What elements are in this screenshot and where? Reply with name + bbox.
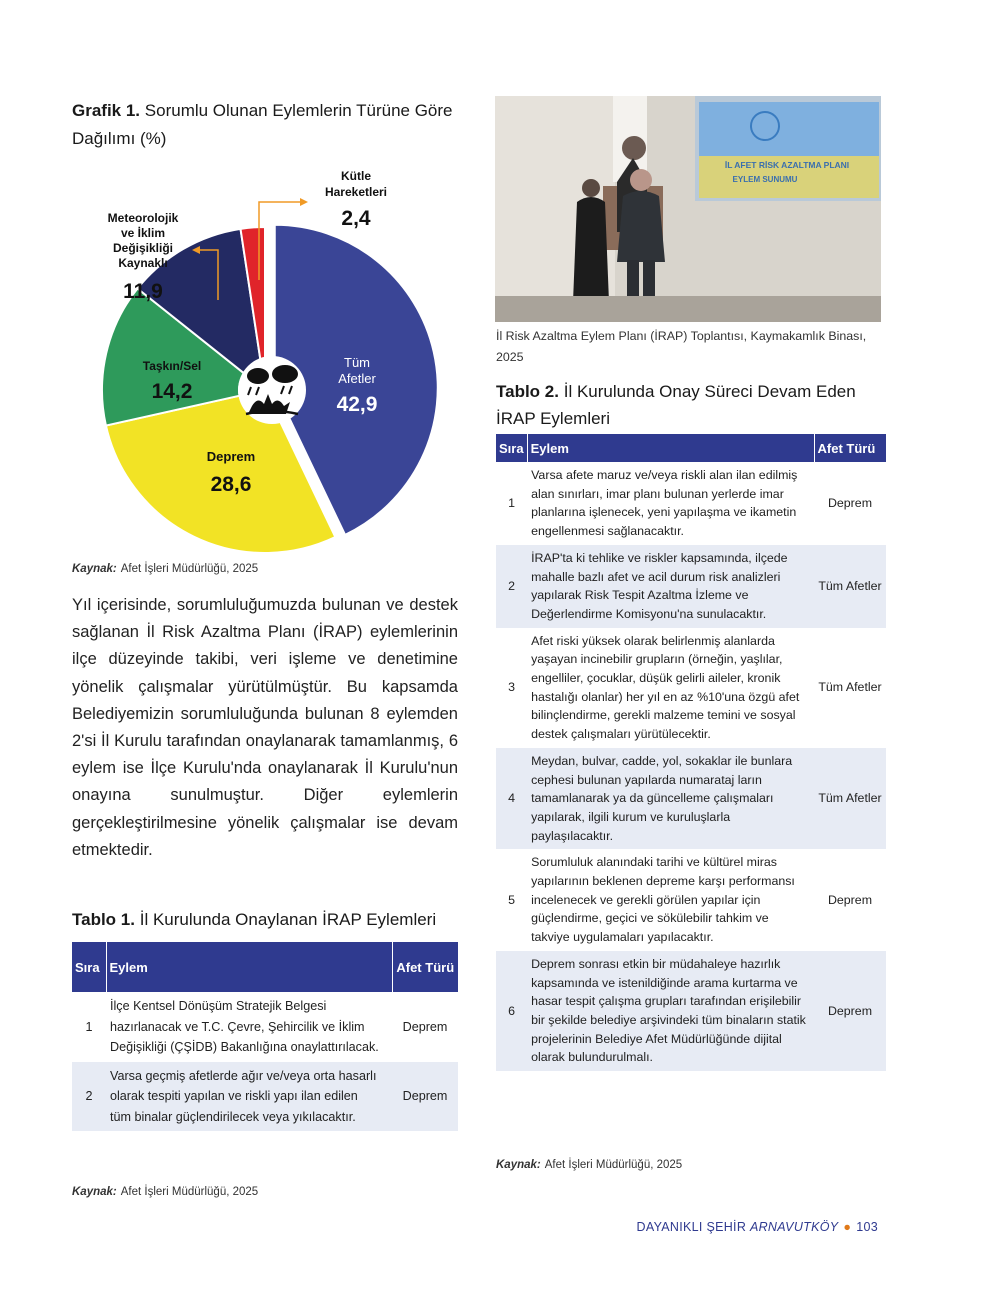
screen-title-1: İL AFET RİSK AZALTMA PLANI [724,160,850,170]
table1 [72,942,458,1131]
chart-source-text: Afet İşleri Müdürlüğü, 2025 [120,563,259,575]
slice-name-kutle-1: Kütle [341,169,371,183]
row-type: Deprem [827,496,873,511]
row-type: Tüm Afetler [814,748,886,850]
chart-title-text: Sorumlu Olunan Eylemlerin Türüne Göre Dağılımı (%) [72,101,453,148]
row-type: Tüm Afetler [814,545,886,628]
body-paragraph: Yıl içerisinde, sorumluluğumuzda bulunan ve destek sağlanan İl Risk Azaltma Planı (İRAP) eylemlerinin ilçe düzeyinde takibi, veri işleme ve denetimine yönelik çalışmalar yürütülmüştür. Bu kapsamda Belediyemizin sorumluluğunda bulunan 8 eylemden 2'si İl Kurulu tarafından onaylanarak tamamlanmış, 6 eylem ise İlçe Kurulu'nda onaylanarak İl Kurulu'nun onayına sunulmuştur. Diğer eylemlerin gerçekleştirilmesine yönelik çalışmalar ise devam etmektedir. [72,596,458,859]
slice-value-tum-afetler: 42,9 [336,393,378,416]
slice-name-tum-afetler-2: Afetler [338,371,376,386]
meeting-photo [495,96,881,322]
slice-name-taskin: Taşkın/Sel [142,359,202,373]
slice-name-kutle-2: Hareketleri [324,185,388,199]
table2-title-text: İl Kurulunda Onay Süreci Devam Eden İRAP Eylemleri [496,382,856,428]
table1-source [72,1186,258,1198]
table-row [496,545,886,628]
table1-header-no: Sıra [72,942,106,992]
page-footer [637,1220,878,1234]
table-row [72,992,458,1062]
table2-title [496,378,888,432]
page-number: 103 [856,1220,878,1234]
footer-publication: DAYANIKLI ŞEHİR [636,1220,747,1234]
row-action: Meydan, bulvar, cadde, yol, sokaklar ile bunlara cephesi bulunan yapılarda numarataj ların tamamlanarak ya da güncelleme çalışmaları yapılarak, ilgili kurum ve kuruluşlarla paylaşılacaktır. [527,748,814,850]
slice-value-taskin: 14,2 [151,380,193,403]
row-type: Deprem [402,1019,448,1034]
slice-name-meteoroloji-4: Kaynaklı [118,256,168,270]
table2 [496,434,886,1071]
row-number: 2 [72,1062,106,1132]
table2-header-type: Afet Türü [814,434,886,462]
table1-header-action: Eylem [106,942,392,992]
chart-source [72,563,258,575]
row-number: 2 [496,545,527,628]
table-row [496,951,886,1071]
row-action: Varsa afete maruz ve/veya riskli alan ilan edilmiş alan sınırları, imar planı bulunan yerlerde imar planlarına işlenecek, yeni yapılaşma ve ikametin engellenmesi sağlanacaktır. [531,468,798,539]
table2-header-no: Sıra [496,434,527,462]
table1-header-type: Afet Türü [392,942,458,992]
table1-title-text: İl Kurulunda Onaylanan İRAP Eylemleri [139,910,437,929]
row-number: 3 [508,680,515,695]
slice-value-deprem: 28,6 [210,473,252,496]
photo-caption: İl Risk Azaltma Eylem Planı (İRAP) Toplantısı, Kaymakamlık Binası, 2025 [496,329,867,364]
slice-name-deprem: Deprem [206,449,256,464]
table2-header-action: Eylem [527,434,814,462]
slice-name-meteoroloji-1: Meteorolojik [107,211,179,225]
table-row [496,849,886,951]
disaster-icon [238,356,306,424]
slice-label-kutle [325,169,387,230]
pie-chart [60,160,460,560]
slice-name-tum-afetler-1: Tüm [344,355,370,370]
footer-dot-icon: ● [843,1220,852,1234]
row-number: 4 [496,748,527,850]
slice-value-kutle: 2,4 [341,207,371,230]
slice-name-meteoroloji-2: ve İklim [120,226,166,240]
table-row [496,462,886,545]
table1-source-label: Kaynak: [72,1186,117,1198]
table1-source-text: Afet İşleri Müdürlüğü, 2025 [120,1186,259,1198]
chart-title [72,97,462,153]
chart-title-number: Grafik 1. [72,101,141,120]
footer-place: ARNAVUTKÖY [749,1220,839,1234]
slice-name-meteoroloji-3: Değişikliği [112,241,174,255]
table2-source [496,1159,682,1171]
row-type: Deprem [392,1062,458,1132]
row-type: Deprem [827,892,873,907]
table-row [496,748,886,850]
row-type: Tüm Afetler [818,680,882,695]
row-number: 1 [508,496,515,511]
table-row [72,1062,458,1132]
row-action: Varsa geçmiş afetlerde ağır ve/veya orta hasarlı olarak tespiti yapılan ve riskli yapı ilan edilen tüm binalar güçlendirilecek veya yıkılacaktır. [106,1062,392,1132]
slice-label-deprem [207,449,255,496]
row-action: Sorumluluk alanındaki tarihi ve kültürel miras yapılarının beklenen depreme karşı performansı incelenecek ve gerekli görülen yapılar için güçlendirme, geçici ve sökülebilir tahkim ve takviye uygulamaları yapılacaktır. [531,855,795,945]
callout-arrow-kutle [300,198,308,206]
table2-source-text: Afet İşleri Müdürlüğü, 2025 [544,1159,683,1171]
row-action: Afet riski yüksek olarak belirlenmiş alanlarda yaşayan incinebilir grupların (örneğin, yaşlılar, engelliler, çocuklar, düşük gelirli aileler, kronik hastalığı olanlar) her yıl en az %10'una özgü afet bilinçlendirme, gerekli malzeme temini ve sosyal destek çalışmaları yürütülecektir. [531,633,800,742]
row-action: İlçe Kentsel Dönüşüm Stratejik Belgesi hazırlanacak ve T.C. Çevre, Şehircilik ve İklim Değişikliği (ÇŞİDB) Bakanlığına onaylattırılacak. [110,999,379,1054]
table2-title-number: Tablo 2. [496,382,559,401]
row-action: İRAP'ta ki tehlike ve riskler kapsamında, ilçede mahalle bazlı afet ve acil durum risk analizleri yapılarak Risk Tespit Azaltma İzleme ve Değerlendirme Komisyonu'na sunulacaktır. [527,545,814,628]
row-number: 6 [496,951,527,1071]
row-type: Deprem [814,951,886,1071]
chart-source-label: Kaynak: [72,563,117,575]
table2-source-label: Kaynak: [496,1159,541,1171]
row-number: 1 [85,1019,93,1034]
slice-value-meteoroloji: 11,9 [123,280,163,303]
row-action: Deprem sonrası etkin bir müdahaleye hazırlık kapsamında ve istenildiğinde arama kurtarma ve hasar tespit çalışma grupları tarafından erişilebilir bir şekilde belediye arşivindeki tüm binaların statik projelerinin Belediye Afet Müdürlüğünde dijital olarak bulundurulmalı. [527,951,814,1071]
table1-title-number: Tablo 1. [72,910,135,929]
screen-title-2: EYLEM SUNUMU [732,175,798,184]
table1-title [72,906,472,933]
row-number: 5 [508,892,515,907]
table-row [496,628,886,748]
